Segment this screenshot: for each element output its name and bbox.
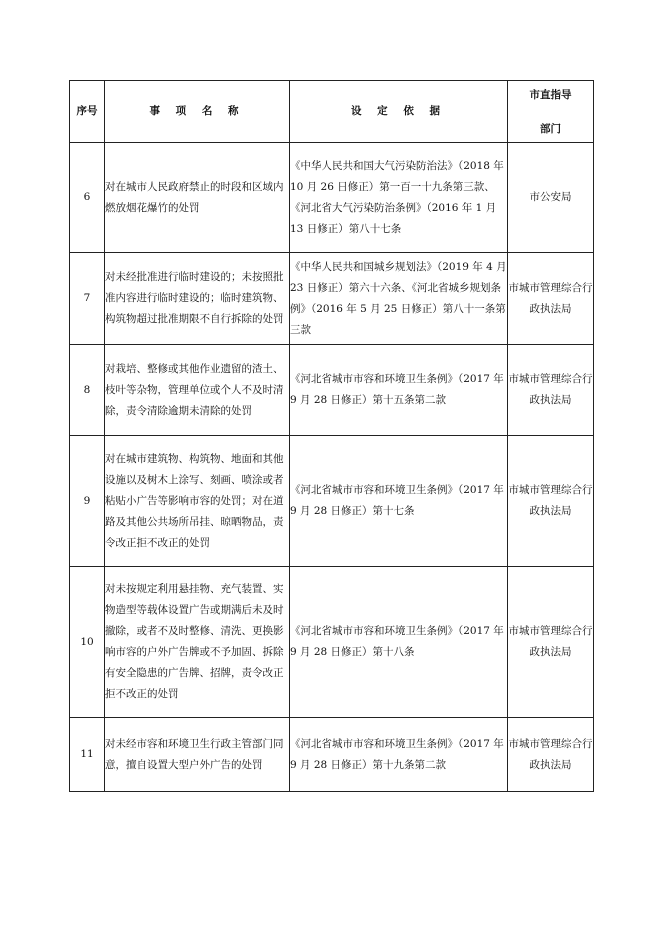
row-name: 对未按规定利用悬挂物、充气装置、实物造型等载体设置广告或期满后未及时撤除，或者不及时整修、清洗、更换影响市容的户外广告牌或不予加固、拆除有安全隐患的广告牌、招牌，责令改正拒不改正的处罚 [105,567,290,718]
row-name: 对未经市容和环境卫生行政主管部门同意，擅自设置大型户外广告的处罚 [105,718,290,792]
row-no: 6 [70,143,105,253]
header-row [70,81,594,143]
row-no: 8 [70,345,105,436]
row-basis: 《中华人民共和国城乡规划法》（2019 年 4 月 23 日修正）第六十六条、《河北省城乡规划条例》（2016 年 5 月 25 日修正）第八十一条第三款 [290,253,508,345]
table-row [70,345,594,436]
table-row [70,567,594,718]
row-basis: 《河北省城市市容和环境卫生条例》（2017 年 9 月 28 日修正）第十九条第二款 [290,718,508,792]
row-no: 7 [70,253,105,345]
header-no: 序号 [70,81,105,143]
table-row [70,253,594,345]
row-basis: 《河北省城市市容和环境卫生条例》（2017 年 9 月 28 日修正）第十八条 [290,567,508,718]
row-dept: 市城市管理综合行政执法局 [508,345,594,436]
header-dept: 市直指导 部门 [508,81,594,143]
row-dept: 市城市管理综合行政执法局 [508,718,594,792]
table-row [70,143,594,253]
header-name: 事 项 名 称 [105,81,290,143]
row-dept: 市城市管理综合行政执法局 [508,436,594,567]
row-dept: 市城市管理综合行政执法局 [508,567,594,718]
row-no: 11 [70,718,105,792]
enforcement-items-table [69,80,594,792]
row-no: 10 [70,567,105,718]
row-dept: 市公安局 [508,143,594,253]
header-basis: 设 定 依 据 [290,81,508,143]
row-name: 对在城市建筑物、构筑物、地面和其他设施以及树木上涂写、刻画、喷涂或者粘贴小广告等影响市容的处罚；对在道路及其他公共场所吊挂、晾晒物品，责令改正拒不改正的处罚 [105,436,290,567]
row-basis: 《河北省城市市容和环境卫生条例》（2017 年 9 月 28 日修正）第十五条第二款 [290,345,508,436]
table-row [70,436,594,567]
row-no: 9 [70,436,105,567]
row-dept: 市城市管理综合行政执法局 [508,253,594,345]
row-name: 对未经批准进行临时建设的；未按照批准内容进行临时建设的；临时建筑物、构筑物超过批准期限不自行拆除的处罚 [105,253,290,345]
table-row [70,718,594,792]
row-basis: 《中华人民共和国大气污染防治法》（2018 年 10 月 26 日修正）第一百一十九条第三款、《河北省大气污染防治条例》（2016 年 1 月 13 日修正）第八十七条 [290,143,508,253]
row-name: 对在城市人民政府禁止的时段和区域内燃放烟花爆竹的处罚 [105,143,290,253]
row-basis: 《河北省城市市容和环境卫生条例》（2017 年 9 月 28 日修正）第十七条 [290,436,508,567]
row-name: 对栽培、整修或其他作业遗留的渣土、枝叶等杂物，管理单位或个人不及时清除，责令清除逾期未清除的处罚 [105,345,290,436]
